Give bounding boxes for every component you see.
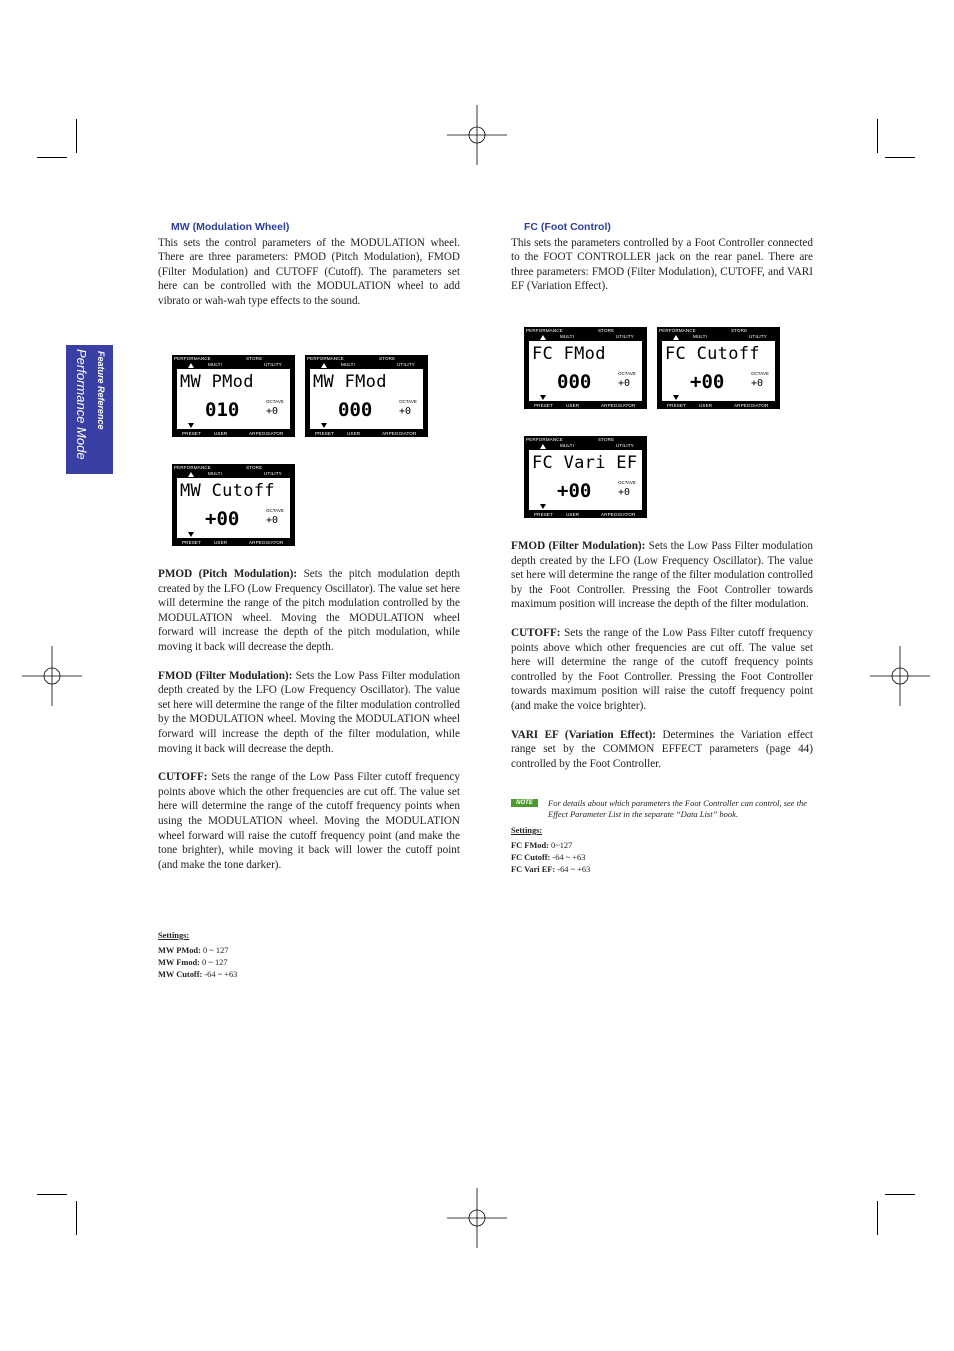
left-column (158, 220, 460, 323)
lcd-label-utility: UTILITY (616, 334, 634, 339)
lcd-screen (177, 478, 290, 538)
lcd-label-performance: PERFORMANCE (526, 328, 563, 333)
lcd-octave-value: +0 (618, 378, 631, 389)
lcd-label-preset: PRESET (182, 540, 201, 545)
registration-mark-bottom (447, 1188, 507, 1248)
lcd-label-utility: UTILITY (397, 362, 415, 367)
lcd-label-multi: MULTI (341, 362, 355, 367)
lcd-octave-value: +0 (751, 378, 764, 389)
side-tab-mode: Performance Mode (74, 349, 89, 460)
lcd-label-arpeggiator: ARPEGGIATOR (601, 512, 636, 517)
settings-row: MW PMod: 0 ~ 127 (158, 946, 229, 955)
registration-mark-right (870, 646, 930, 706)
lcd-octave-value: +0 (266, 406, 279, 417)
crop-mark (76, 1201, 77, 1235)
lcd-label-multi: MULTI (560, 334, 574, 339)
lcd-parameter-name: FC FMod (532, 344, 606, 364)
crop-mark (76, 119, 77, 153)
lcd-display-mw-cutoff (172, 464, 295, 546)
left-column-body (158, 567, 460, 886)
lcd-label-store: STORE (598, 437, 615, 442)
crop-mark (885, 1194, 915, 1195)
crop-mark (37, 1194, 67, 1195)
triangle-up-icon (188, 363, 194, 368)
settings-row: MW Cutoff: -64 ~ +63 (158, 970, 238, 979)
lcd-label-utility: UTILITY (749, 334, 767, 339)
settings-row: FC Vari EF: -64 ~ +63 (511, 865, 591, 874)
lcd-octave-label: OCTAVE (618, 371, 636, 376)
lcd-parameter-name: MW PMod (180, 372, 254, 392)
lcd-label-utility: UTILITY (264, 471, 282, 476)
lcd-display-fc-cutoff (657, 327, 780, 409)
crop-mark (877, 119, 878, 153)
lcd-octave-label: OCTAVE (266, 508, 284, 513)
lcd-display-mw-fmod (305, 355, 428, 437)
lcd-label-store: STORE (246, 465, 263, 470)
triangle-down-icon (188, 423, 194, 428)
lcd-octave-label: OCTAVE (399, 399, 417, 404)
lcd-label-user: USER (214, 431, 228, 436)
lcd-label-arpeggiator: ARPEGGIATOR (249, 431, 284, 436)
lcd-parameter-value: 010 (205, 399, 240, 421)
lcd-label-preset: PRESET (534, 512, 553, 517)
lcd-label-arpeggiator: ARPEGGIATOR (249, 540, 284, 545)
lcd-label-store: STORE (379, 356, 396, 361)
lcd-label-user: USER (566, 512, 580, 517)
lcd-octave-label: OCTAVE (751, 371, 769, 376)
lcd-label-store: STORE (598, 328, 615, 333)
lcd-label-preset: PRESET (182, 431, 201, 436)
lcd-parameter-value: +00 (690, 371, 725, 393)
triangle-up-icon (540, 335, 546, 340)
section-side-tab (66, 345, 113, 474)
right-column (511, 220, 813, 308)
lcd-display-mw-pmod (172, 355, 295, 437)
lcd-label-user: USER (214, 540, 228, 545)
mw-intro: This sets the control parameters of the MODULATION wheel. There are three parameters: PMOD (Pitch Modulation), FMOD (Filter Modulation) and CUTOFF (Cutoff). The parameters set here can be controlled with the MODULATION wheel to add vibrato or wah-wah type effects to the sound. (158, 236, 460, 307)
lcd-octave-value: +0 (266, 515, 279, 526)
lcd-screen (177, 369, 290, 429)
lcd-label-performance: PERFORMANCE (526, 437, 563, 442)
lcd-label-arpeggiator: ARPEGGIATOR (382, 431, 417, 436)
lcd-label-performance: PERFORMANCE (307, 356, 344, 361)
lcd-label-store: STORE (731, 328, 748, 333)
triangle-down-icon (540, 395, 546, 400)
lcd-label-multi: MULTI (208, 471, 222, 476)
lcd-display-fc-fmod (524, 327, 647, 409)
lcd-label-multi: MULTI (693, 334, 707, 339)
lcd-label-arpeggiator: ARPEGGIATOR (734, 403, 769, 408)
triangle-up-icon (188, 472, 194, 477)
lcd-label-performance: PERFORMANCE (659, 328, 696, 333)
lcd-label-user: USER (699, 403, 713, 408)
lcd-label-multi: MULTI (208, 362, 222, 367)
lcd-label-arpeggiator: ARPEGGIATOR (601, 403, 636, 408)
settings-title: Settings: (511, 826, 543, 835)
lcd-octave-label: OCTAVE (618, 480, 636, 485)
fc-intro: This sets the parameters controlled by a Foot Controller connected to the FOOT CONTROLLER jack on the rear panel. There are three parameters: FMOD (Filter Modulation), CUTOFF, and VARI EF (Variation Effect). (511, 236, 813, 293)
mw-settings (158, 930, 237, 981)
fc-settings (511, 825, 590, 876)
triangle-up-icon (321, 363, 327, 368)
lcd-screen (529, 450, 642, 510)
lcd-label-preset: PRESET (315, 431, 334, 436)
settings-row: FC Cutoff: -64 ~ +63 (511, 853, 586, 862)
crop-mark (885, 157, 915, 158)
fc-fmod-paragraph: FMOD (Filter Modulation): Sets the Low Pass Filter modulation depth created by the LFO (Low Frequency Oscillator). The value set here will determine the range of the filter modulation controlled by the Foot Controller. Pressing the Foot Controller towards maximum position will increase the depth of the filter modulation. (511, 540, 813, 611)
lcd-parameter-name: FC Cutoff (665, 344, 760, 364)
settings-row: FC FMod: 0~127 (511, 841, 573, 850)
lcd-screen (310, 369, 423, 429)
lcd-octave-label: OCTAVE (266, 399, 284, 404)
settings-title: Settings: (158, 931, 190, 940)
pmod-paragraph: PMOD (Pitch Modulation): Sets the pitch modulation depth created by the LFO (Low Frequency Oscillator). The value set here will determine the range of the pitch modulation controlled by the MODULATION wheel. Moving the MODULATION wheel forward will increase the depth of the pitch modulation, while moving it back will decrease the depth. (158, 568, 460, 653)
triangle-down-icon (321, 423, 327, 428)
fmod-paragraph: FMOD (Filter Modulation): Sets the Low Pass Filter modulation depth created by the LFO (Low Frequency Oscillator). The value set here will determine the range of the filter modulation controlled by the MODULATION wheel. Moving the MODULATION wheel forward will increase the depth of the filter modulation, while moving it back will decrease the depth. (158, 669, 460, 755)
lcd-display-fc-varief (524, 436, 647, 518)
side-tab-section: Feature Reference (96, 351, 106, 430)
triangle-up-icon (540, 444, 546, 449)
registration-mark-top (447, 105, 507, 165)
fc-varief-paragraph: VARI EF (Variation Effect): Determines the Variation effect range set by the COMMON EFFECT parameters (page 44) controlled by the Foot Controller. (511, 728, 813, 770)
lcd-label-utility: UTILITY (616, 443, 634, 448)
fc-heading: FC (Foot Control) (524, 221, 611, 233)
crop-mark (877, 1201, 878, 1235)
mw-heading: MW (Modulation Wheel) (171, 221, 290, 233)
lcd-parameter-value: +00 (205, 508, 240, 530)
lcd-label-utility: UTILITY (264, 362, 282, 367)
lcd-label-multi: MULTI (560, 443, 574, 448)
settings-row: MW Fmod: 0 ~ 127 (158, 958, 228, 967)
lcd-parameter-name: MW Cutoff (180, 481, 275, 501)
lcd-label-preset: PRESET (667, 403, 686, 408)
triangle-down-icon (188, 532, 194, 537)
fc-cutoff-paragraph: CUTOFF: Sets the range of the Low Pass Filter cutoff frequency points above which other frequencies are cut off. The value set here will determine the range of the cutoff frequency points controlled by the Foot Controller. Pressing the Foot Controller towards maximum position will raise the cutoff frequency point (and make the voice brighter). (511, 626, 813, 712)
note-icon: NOTE (511, 799, 538, 807)
lcd-label-store: STORE (246, 356, 263, 361)
triangle-down-icon (673, 395, 679, 400)
lcd-parameter-value: 000 (557, 371, 592, 393)
crop-mark (37, 157, 67, 158)
right-column-body (511, 539, 813, 785)
cutoff-paragraph: CUTOFF: Sets the range of the Low Pass Filter cutoff frequency points above which the other frequencies are cut off. The value set here will determine the range of the cutoff frequency points when using the MODULATION wheel. Moving the MODULATION wheel forward will raise the cutoff frequency point (and make the tone brighter), while moving it back will lower the cutoff point (and make the tone darker). (158, 771, 460, 871)
triangle-up-icon (673, 335, 679, 340)
lcd-parameter-name: FC Vari EF (532, 453, 638, 473)
registration-mark-left (22, 646, 82, 706)
lcd-octave-value: +0 (399, 406, 412, 417)
lcd-label-performance: PERFORMANCE (174, 356, 211, 361)
lcd-label-performance: PERFORMANCE (174, 465, 211, 470)
triangle-down-icon (540, 504, 546, 509)
note-text: For details about which parameters the Foot Controller can control, see the Effect Parameter List in the separate “Data List” book. (548, 798, 808, 819)
lcd-label-user: USER (347, 431, 361, 436)
lcd-label-preset: PRESET (534, 403, 553, 408)
lcd-parameter-name: MW FMod (313, 372, 387, 392)
lcd-screen (529, 341, 642, 401)
lcd-parameter-value: +00 (557, 480, 592, 502)
lcd-octave-value: +0 (618, 487, 631, 498)
lcd-screen (662, 341, 775, 401)
lcd-parameter-value: 000 (338, 399, 373, 421)
lcd-label-user: USER (566, 403, 580, 408)
